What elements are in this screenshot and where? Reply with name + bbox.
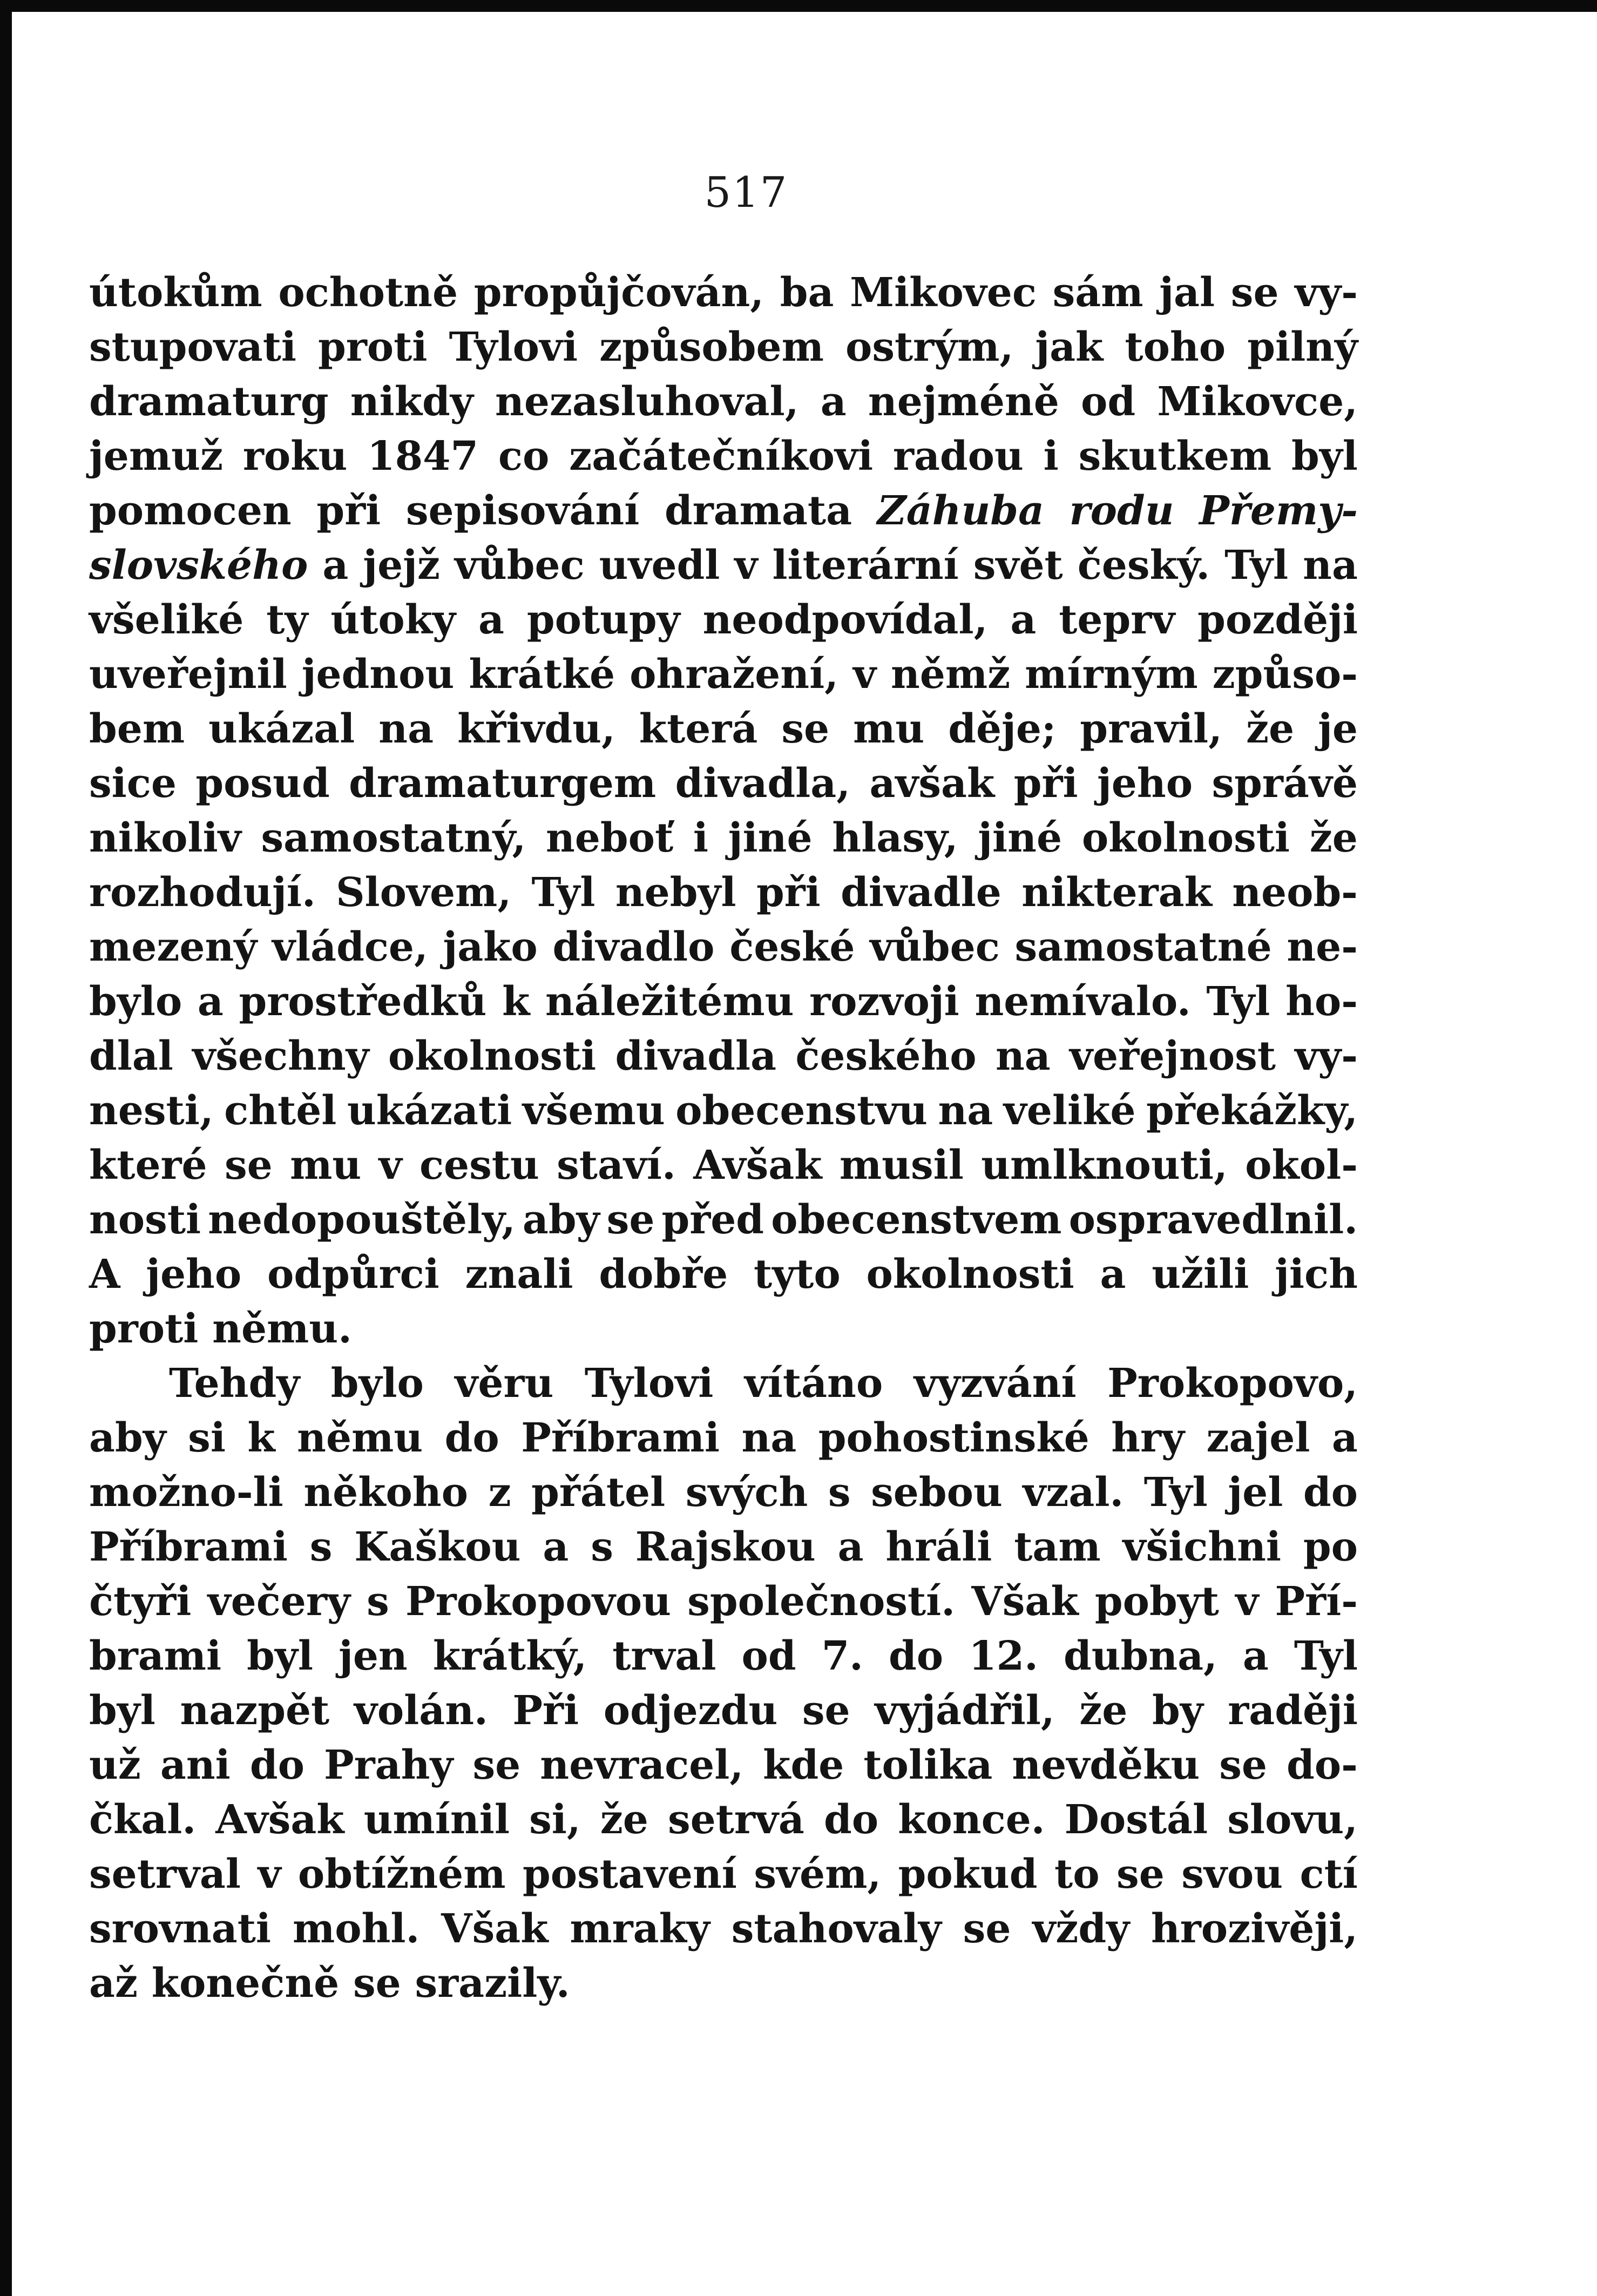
book-page [12,12,1597,2296]
text-line: které se mu v cestu staví. Avšak musil umlknouti, okol- [89,1142,1358,1188]
text-line: A jeho odpůrci znali dobře tyto okolnosti a užili jich [89,1251,1358,1298]
text-line: už ani do Prahy se nevracel, kde tolika nevděku se do- [89,1742,1358,1788]
text-line: dramaturg nikdy nezasluhoval, a nejméně od Mikovce, [89,379,1358,425]
body-text [89,266,1358,2011]
text-line: čtyři večery s Prokopovou společností. Však pobyt v Pří- [89,1578,1358,1625]
text-line: čkal. Avšak umínil si, že setrvá do konce. Dostál slovu, [89,1797,1358,1843]
text-line: stupovati proti Tylovi způsobem ostrým, jak toho pilný [89,324,1358,370]
text-line: sice posud dramaturgem divadla, avšak při jeho správě [89,760,1358,807]
text-line: srovnati mohl. Však mraky stahovaly se vždy hrozivěji, [89,1906,1358,1952]
text-line: uveřejnil jednou krátké ohražení, v němž mírným způso- [89,651,1358,698]
text-line: brami byl jen krátký, trval od 7. do 12. dubna, a Tyl [89,1633,1358,1679]
scan-border-left [0,0,12,2296]
text-line: nikoliv samostatný, neboť i jiné hlasy, jiné okolnosti že [89,815,1358,861]
page-number: 517 [704,168,788,217]
text-line: dlal všechny okolnosti divadla českého na veřejnost vy- [89,1033,1358,1079]
text-line: setrval v obtížném postavení svém, pokud to se svou ctí [89,1851,1358,1897]
text-line: Příbrami s Kaškou a s Rajskou a hráli tam všichni po [89,1524,1358,1570]
text-line: aby si k němu do Příbrami na pohostinské hry zajel a [89,1415,1358,1461]
text-line: až konečně se srazily. [89,1960,570,2007]
text-line: rozhodují. Slovem, Tyl nebyl při divadle nikterak neob- [89,869,1358,916]
text-line: nesti, chtěl ukázati všemu obecenstvu na veliké překážky, [89,1088,1358,1134]
scan-border-top [0,0,1597,12]
text-line: všeliké ty útoky a potupy neodpovídal, a teprv později [89,597,1358,643]
text-line: slovského a jejž vůbec uvedl v literární svět český. Tyl na [89,542,1358,589]
text-line: proti němu. [89,1306,352,1352]
text-line: útokům ochotně propůjčován, ba Mikovec sám jal se vy- [89,269,1358,316]
text-line: jemuž roku 1847 co začátečníkovi radou i skutkem byl [89,433,1358,480]
text-line: Tehdy bylo věru Tylovi vítáno vyzvání Prokopovo, [169,1360,1358,1407]
text-line: nosti nedopouštěly, aby se před obecenstvem ospravedlnil. [89,1197,1358,1243]
text-line: bylo a prostředků k náležitému rozvoji nemívalo. Tyl ho- [89,978,1358,1025]
text-line: mezený vládce, jako divadlo české vůbec samostatné ne- [89,924,1358,970]
text-line: byl nazpět volán. Při odjezdu se vyjádřil, že by raději [89,1687,1358,1734]
text-line: bem ukázal na křivdu, která se mu děje; pravil, že je [89,706,1358,752]
text-line: možno-li někoho z přátel svých s sebou vzal. Tyl jel do [89,1469,1358,1516]
text-line: pomocen při sepisování dramata Záhuba rodu Přemy- [89,488,1358,534]
